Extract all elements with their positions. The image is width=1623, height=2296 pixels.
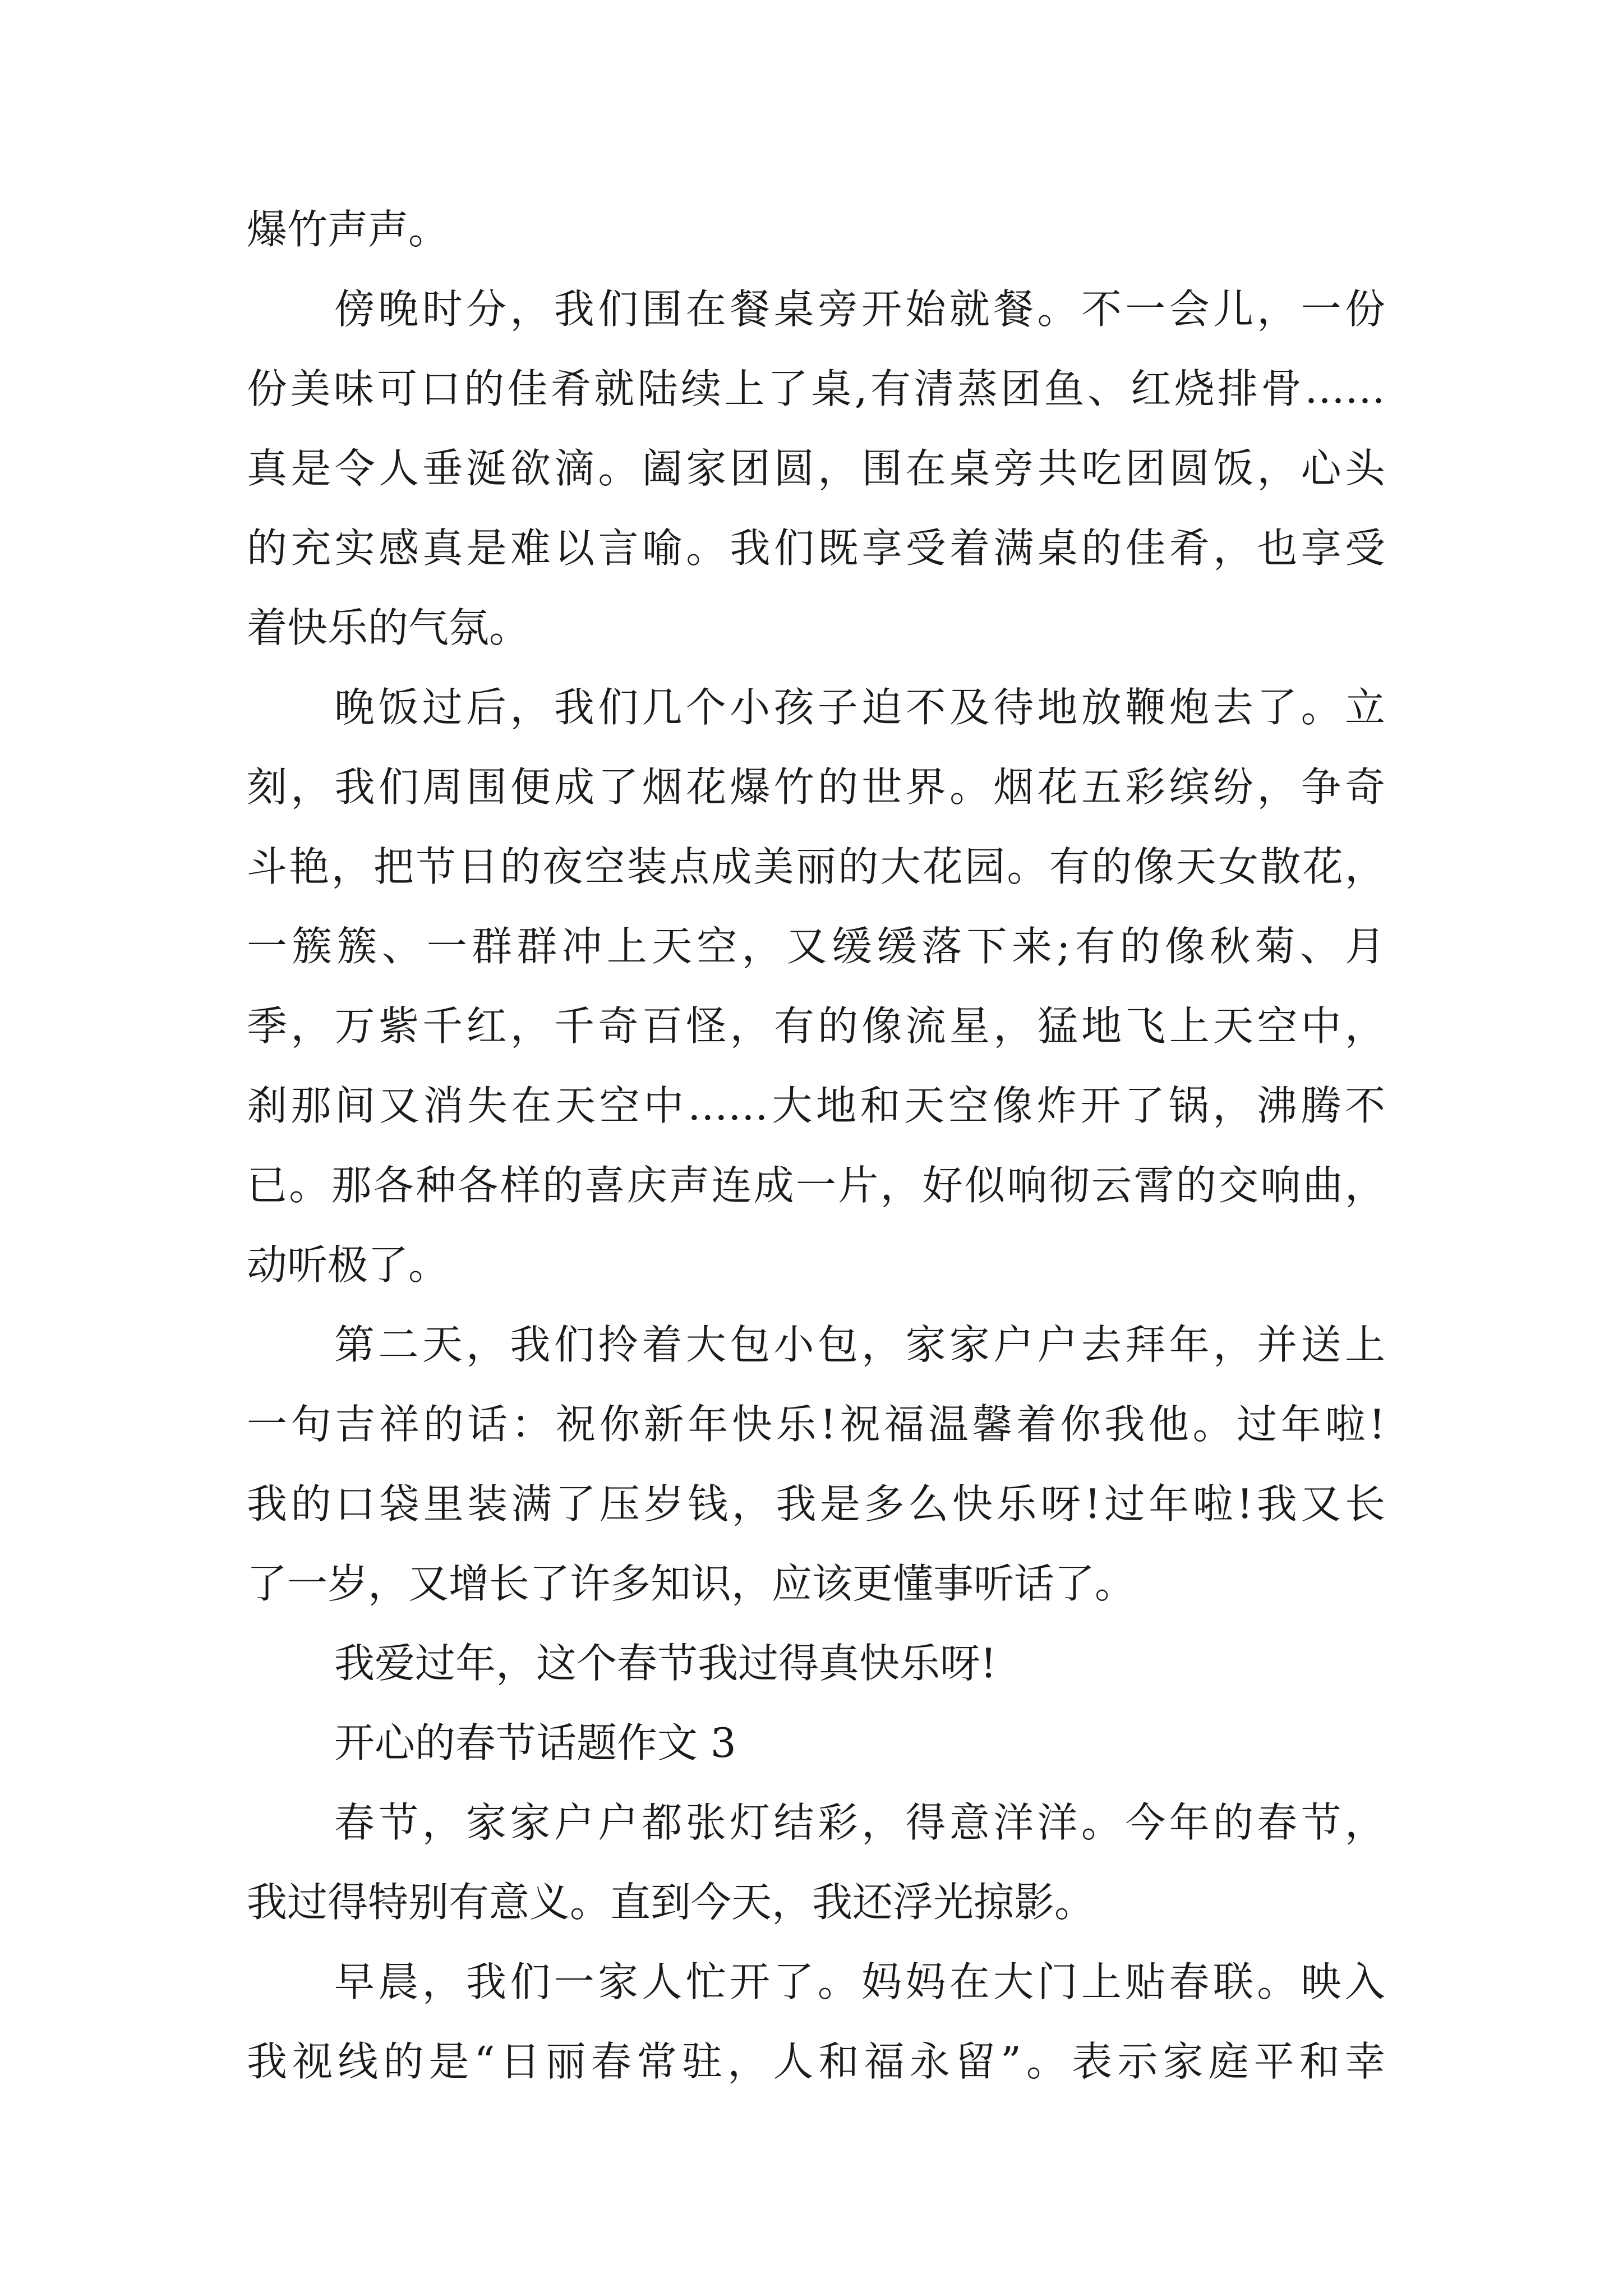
document-body [247,190,1385,2101]
paragraph-first-line: 晚饭过后，我们几个小孩子迫不及待地放鞭炮去了。立 [334,684,1385,731]
text-line: 我的口袋里装满了压岁钱，我是多么快乐呀!过年啦!我又长 [247,1480,1385,1527]
text-line: 一簇簇、一群群冲上天空，又缓缓落下来;有的像秋菊、月 [247,923,1385,970]
text-line: 的充实感真是难以言喻。我们既享受着满桌的佳肴，也享受 [247,524,1385,572]
paragraph-first-line: 早晨，我们一家人忙开了。妈妈在大门上贴春联。映入 [334,1958,1385,2005]
paragraph-first-line: 我爱过年，这个春节我过得真快乐呀! [334,1640,997,1687]
text-line: 份美味可口的佳肴就陆续上了桌,有清蒸团鱼、红烧排骨…… [247,365,1385,412]
paragraph-first-line: 春节，家家户户都张灯结彩，得意洋洋。今年的春节， [334,1799,1385,1846]
section-heading: 开心的春节话题作文 3 [334,1719,736,1766]
text-line: 真是令人垂涎欲滴。阖家团圆，围在桌旁共吃团圆饭，心头 [247,445,1385,492]
text-line: 我视线的是“日丽春常驻，人和福永留”。表示家庭平和幸 [247,2038,1385,2085]
text-line: 爆竹声声。 [247,206,449,253]
text-line: 刻，我们周围便成了烟花爆竹的世界。烟花五彩缤纷，争奇 [247,763,1385,811]
text-line: 着快乐的气氛。 [247,604,530,651]
text-line: 已。那各种各样的喜庆声连成一片，好似响彻云霄的交响曲， [247,1162,1385,1209]
paragraph-first-line: 第二天，我们拎着大包小包，家家户户去拜年，并送上 [334,1321,1385,1368]
text-line: 我过得特别有意义。直到今天，我还浮光掠影。 [247,1879,1095,1926]
text-line: 动听极了。 [247,1241,449,1289]
text-line: 季，万紫千红，千奇百怪，有的像流星，猛地飞上天空中， [247,1002,1385,1050]
paragraph-first-line: 傍晚时分，我们围在餐桌旁开始就餐。不一会儿，一份 [334,286,1385,333]
text-line: 刹那间又消失在天空中……大地和天空像炸开了锅，沸腾不 [247,1082,1385,1129]
text-line: 一句吉祥的话：祝你新年快乐!祝福温馨着你我他。过年啦! [247,1401,1385,1448]
text-line: 了一岁，又增长了许多知识，应该更懂事听话了。 [247,1560,1136,1607]
text-line: 斗艳，把节日的夜空装点成美丽的大花园。有的像天女散花， [247,843,1385,890]
